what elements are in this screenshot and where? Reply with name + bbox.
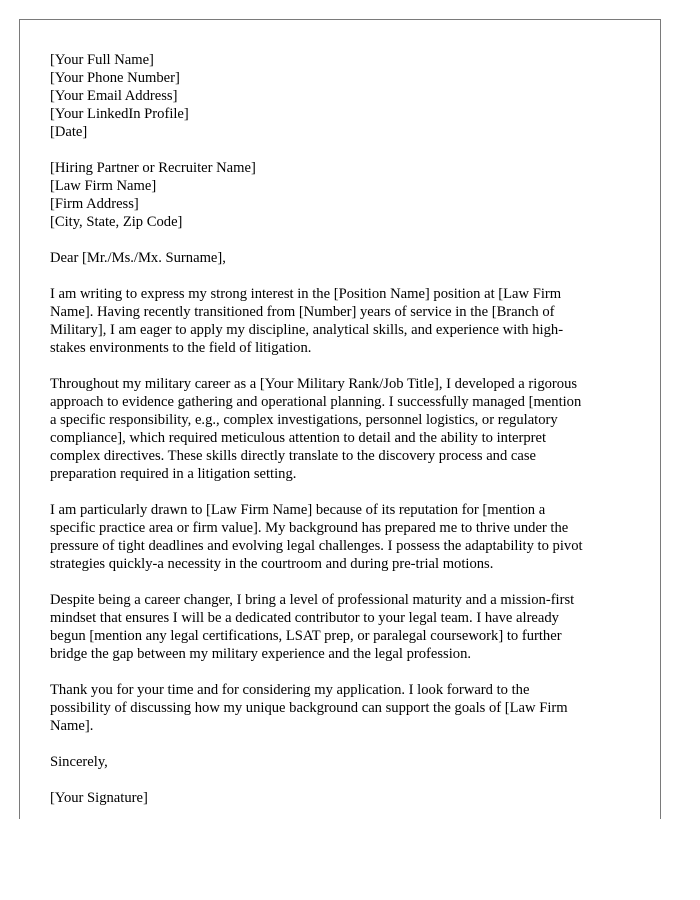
recipient-name: [Hiring Partner or Recruiter Name] [50, 160, 256, 176]
paragraph-line: Name]. [50, 718, 94, 734]
paragraph-line: Name]. Having recently transitioned from [Number] years of service in the [Branch of [50, 304, 555, 320]
paragraph-line: complex directives. These skills directly translate to the discovery process and case [50, 448, 537, 464]
letter-date: [Date] [50, 124, 88, 140]
letter-page [19, 19, 661, 819]
paragraph-line: strategies quickly-a necessity in the courtroom and during pre-trial motions. [50, 556, 494, 572]
sender-email: [Your Email Address] [50, 88, 178, 104]
paragraph-line: compliance], which required meticulous attention to detail and the ability to interpret [50, 430, 547, 446]
paragraph-line: approach to evidence gathering and operational planning. I successfully managed [mention [50, 394, 582, 410]
recipient-address: [Firm Address] [50, 196, 139, 212]
paragraph-career-changer [50, 591, 640, 663]
sender-name: [Your Full Name] [50, 52, 154, 68]
paragraph-line: possibility of discussing how my unique background can support the goals of [Law Firm [50, 700, 568, 716]
paragraph-line: stakes environments to the field of litigation. [50, 340, 312, 356]
paragraph-line: I am particularly drawn to [Law Firm Name] because of its reputation for [mention a [50, 502, 546, 518]
paragraph-line: Despite being a career changer, I bring a level of professional maturity and a mission-first [50, 592, 575, 608]
paragraph-line: begun [mention any legal certifications, LSAT prep, or paralegal coursework] to further [50, 628, 562, 644]
recipient-block [50, 159, 640, 231]
paragraph-line: mindset that ensures I will be a dedicated contributor to your legal team. I have already [50, 610, 559, 626]
paragraph-firm-interest [50, 501, 640, 573]
closing-text: Sincerely, [50, 754, 108, 770]
paragraph-line: Throughout my military career as a [Your Military Rank/Job Title], I developed a rigorous [50, 376, 578, 392]
recipient-city: [City, State, Zip Code] [50, 214, 183, 230]
paragraph-line: pressure of tight deadlines and evolving legal challenges. I possess the adaptability to pivot [50, 538, 583, 554]
paragraph-line: Military], I am eager to apply my discipline, analytical skills, and experience with high- [50, 322, 564, 338]
closing [50, 753, 640, 771]
paragraph-line: Thank you for your time and for considering my application. I look forward to the [50, 682, 530, 698]
letter-content [50, 51, 640, 825]
sender-linkedin: [Your LinkedIn Profile] [50, 106, 189, 122]
paragraph-line: I am writing to express my strong interest in the [Position Name] position at [Law Firm [50, 286, 562, 302]
recipient-firm: [Law Firm Name] [50, 178, 157, 194]
paragraph-military-career [50, 375, 640, 483]
signature [50, 789, 640, 807]
paragraph-intro [50, 285, 640, 357]
salutation-text: Dear [Mr./Ms./Mx. Surname], [50, 250, 226, 266]
paragraph-line: preparation required in a litigation setting. [50, 466, 297, 482]
sender-block [50, 51, 640, 141]
salutation [50, 249, 640, 267]
paragraph-thank-you [50, 681, 640, 735]
sender-phone: [Your Phone Number] [50, 70, 180, 86]
signature-text: [Your Signature] [50, 790, 148, 806]
paragraph-line: specific practice area or firm value]. My background has prepared me to thrive under the [50, 520, 569, 536]
paragraph-line: bridge the gap between my military experience and the legal profession. [50, 646, 472, 662]
paragraph-line: a specific responsibility, e.g., complex investigations, personnel logistics, or regulatory [50, 412, 558, 428]
